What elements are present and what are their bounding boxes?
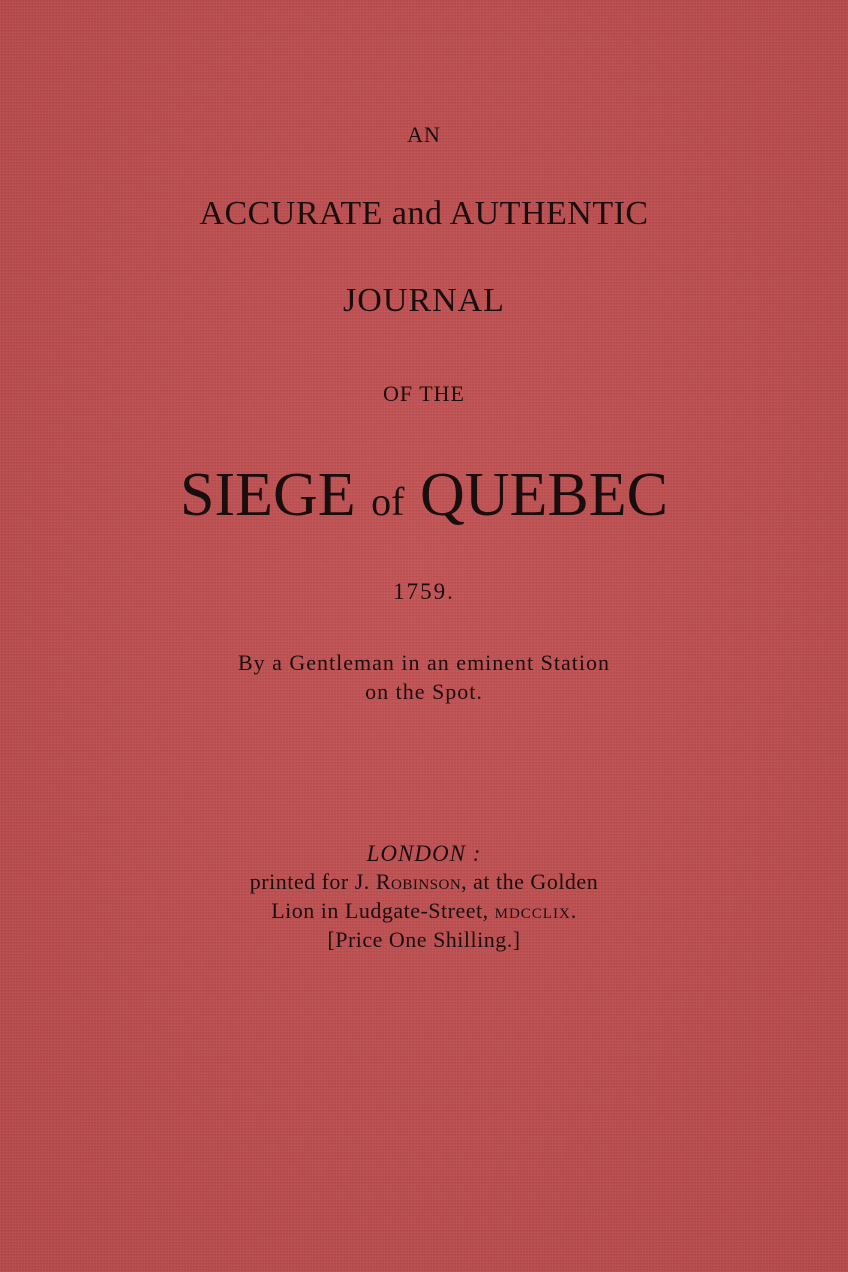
imprint-address-line <box>0 900 848 922</box>
imprint-date-period: . <box>570 898 577 923</box>
imprint-printer-name: Robinson <box>375 869 462 894</box>
title-journal: JOURNAL <box>343 282 505 319</box>
year: 1759. <box>393 579 455 604</box>
title-descriptor: ACCURATE and AUTHENTIC <box>199 195 649 232</box>
main-title-of: of <box>371 479 405 524</box>
imprint-printed-prefix: printed for J. <box>249 869 376 894</box>
imprint-address: Lion in Ludgate-Street, <box>271 898 495 923</box>
price: [Price One Shilling.] <box>327 927 521 952</box>
imprint-printed-suffix: , at the Golden <box>461 869 599 894</box>
imprint-date: mdcclix <box>494 898 571 923</box>
imprint-printer-line <box>0 871 848 893</box>
title-of-the: OF THE <box>383 381 465 406</box>
main-title <box>0 461 848 529</box>
byline-line-2: on the Spot. <box>365 679 483 704</box>
main-title-siege: SIEGE <box>180 461 356 529</box>
imprint-city: LONDON : <box>366 841 482 866</box>
main-title-quebec: QUEBEC <box>419 461 668 529</box>
byline-line-1: By a Gentleman in an eminent Station <box>237 650 611 675</box>
title-article: AN <box>407 122 441 147</box>
